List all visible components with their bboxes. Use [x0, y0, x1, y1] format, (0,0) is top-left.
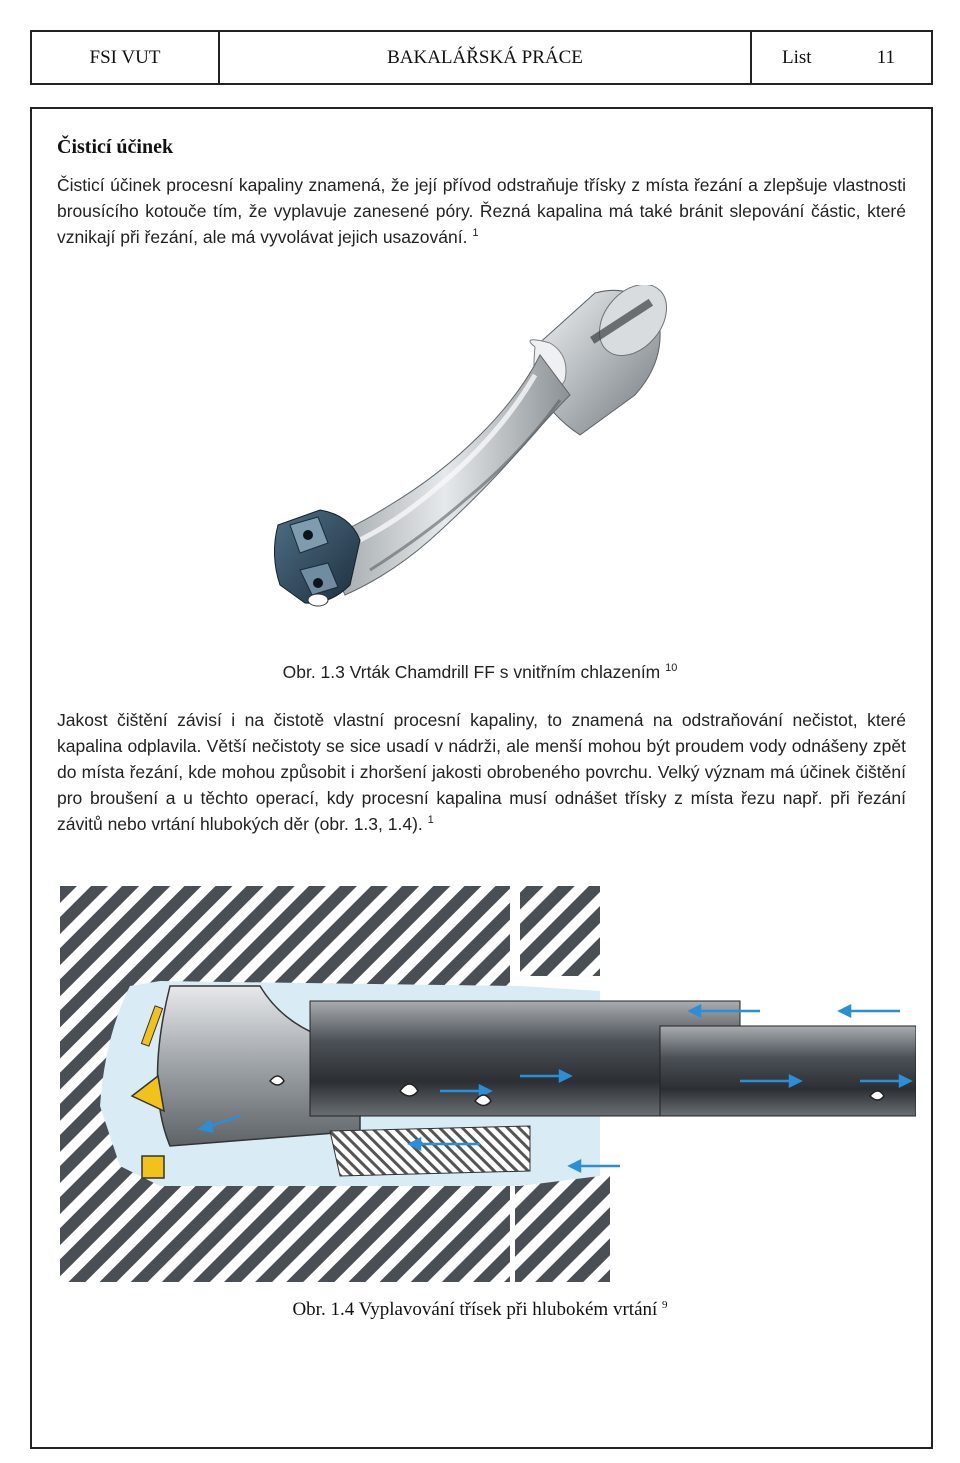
section-title: Čisticí účinek — [57, 136, 174, 158]
header-doc-type — [220, 32, 752, 83]
page-header — [30, 30, 933, 85]
deep-hole-drilling-diagram — [60, 886, 916, 1282]
figure-1-caption-text: Obr. 1.3 Vrták Chamdrill FF s vnitřním chlazením — [282, 662, 661, 682]
header-list-label: List — [782, 46, 812, 68]
header-doc-type-text: BAKALÁŘSKÁ PRÁCE — [387, 46, 583, 68]
reference-superscript: 1 — [472, 227, 479, 239]
figure-2-caption-text: Obr. 1.4 Vyplavování třísek při hlubokém vrtání — [292, 1299, 658, 1320]
reference-superscript: 1 — [427, 814, 434, 826]
figure-1-caption — [0, 662, 960, 683]
header-page-number: 11 — [876, 46, 895, 68]
figure-2-caption — [0, 1299, 960, 1321]
header-page — [752, 32, 931, 83]
paragraph-cleaning-quality — [57, 707, 906, 837]
figure-1-reference: 10 — [665, 662, 678, 674]
paragraph-cleaning-effect — [57, 172, 906, 250]
drill-illustration — [250, 285, 680, 645]
paragraph-1-text: Čisticí účinek procesní kapaliny znamená, že její přívod odstraňuje třísky z místa řezání a zlepšuje vlastnosti brousícího kotouče tím, že vyplavuje zanesené póry. Řezná kapalina má také bránit slepování částic, které vznikají při řezání, ale má vyvolávat jejich usazování. — [57, 175, 906, 247]
header-school-text: FSI VUT — [89, 46, 161, 68]
figure-2-reference: 9 — [662, 1299, 668, 1311]
paragraph-2-text: Jakost čištění závisí i na čistotě vlastní procesní kapaliny, to znamená na odstraňování nečistot, které kapalina odplavila. Větší nečistoty se sice usadí v nádrži, ale menší mohou být proudem vody odnášeny zpět do místa řezání, kde mohou způsobit i zhoršení jakosti obrobeného povrchu. Velký význam má účinek čištění pro broušení a u těchto operací, kdy procesní kapalina musí odnášet třísky z místa řezu např. při řezání závitů nebo vrtání hlubokých děr (obr. 1.3, 1.4). — [57, 710, 906, 834]
header-school — [32, 32, 220, 83]
